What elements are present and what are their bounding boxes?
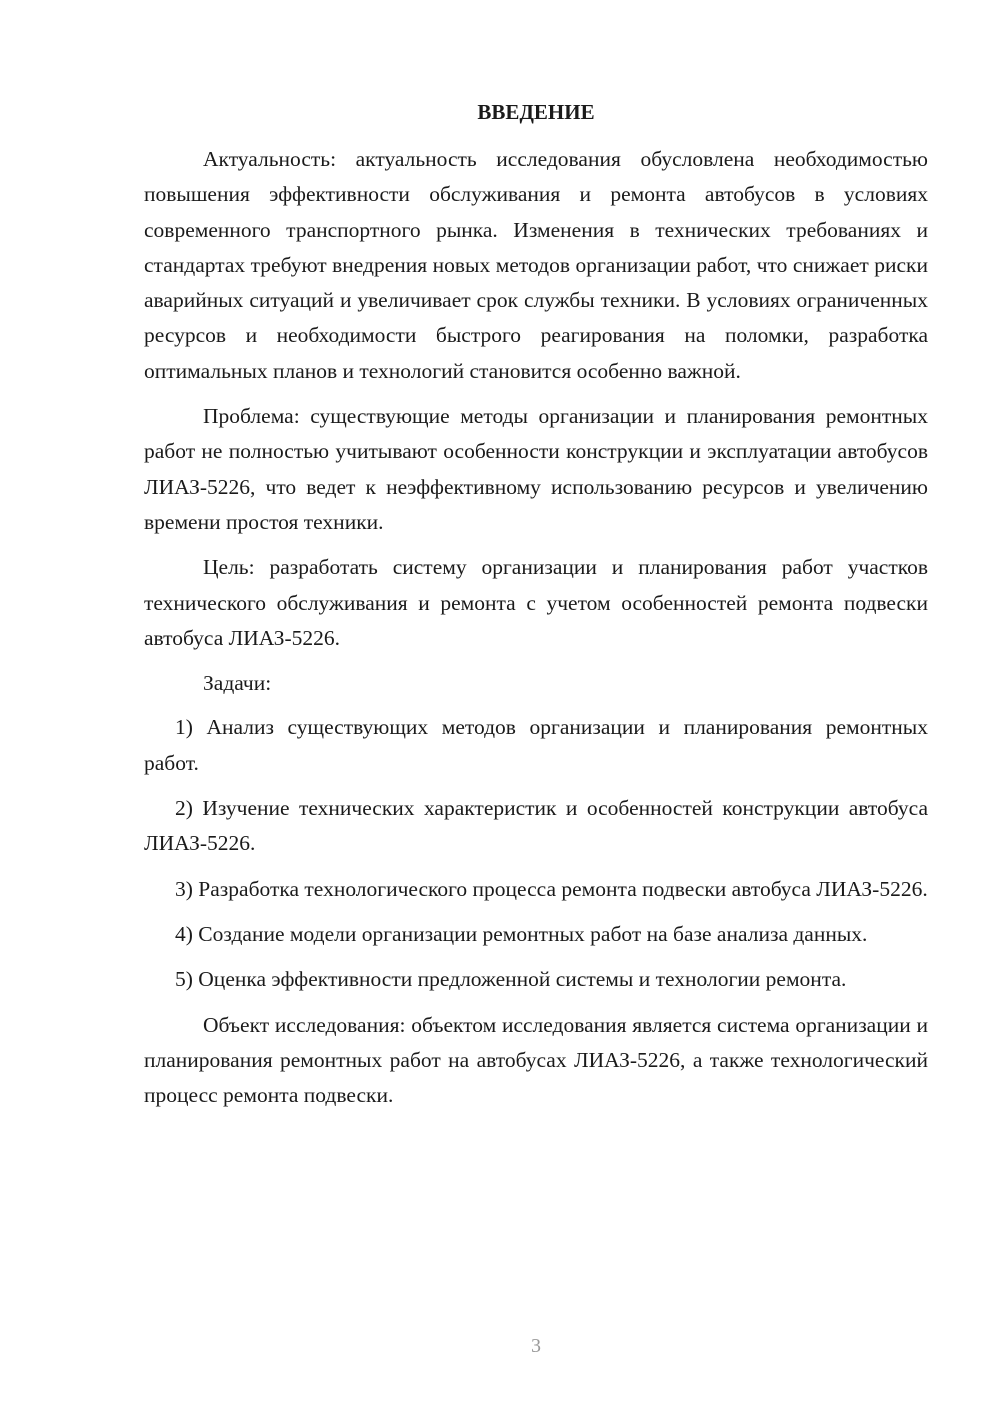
task-item-1: 1) Анализ существующих методов организации и планирования ремонтных работ. [144, 715, 928, 775]
paragraph-problem: Проблема: существующие методы организации и планирования ремонтных работ не полностью учитывают особенности конструкции и эксплуатации автобусов ЛИАЗ-5226, что ведет к неэффективному использованию ресурсов и увеличению времени простоя техники. [144, 404, 928, 534]
tasks-heading: Задачи: [203, 671, 272, 696]
task-item-2: 2) Изучение технических характеристик и особенностей конструкции автобуса ЛИАЗ-5226. [144, 796, 928, 856]
page-title: ВВЕДЕНИЕ [477, 100, 595, 124]
page-number: 3 [531, 1335, 541, 1357]
task-item-4: 4) Создание модели организации ремонтных работ на базе анализа данных. [175, 921, 868, 946]
task-item-3: 3) Разработка технологического процесса ремонта подвески автобуса ЛИАЗ-5226. [175, 876, 928, 901]
paragraph-goal: Цель: разработать систему организации и планирования работ участков технического обслуживания и ремонта с учетом особенностей ремонта подвески автобуса ЛИАЗ-5226. [144, 555, 928, 650]
task-item-5: 5) Оценка эффективности предложенной системы и технологии ремонта. [175, 967, 847, 992]
document-body [144, 142, 928, 1123]
paragraph-relevance: Актуальность: актуальность исследования обусловлена необходимостью повышения эффективности обслуживания и ремонта автобусов в условиях современного транспортного рынка. Изменения в технических требованиях и стандартах требуют внедрения новых методов организации работ, что снижает риски аварийных ситуаций и увеличивает срок службы техники. В условиях ограниченных ресурсов и необходимости быстрого реагирования на поломки, разработка оптимальных планов и технологий становится особенно важной. [144, 147, 928, 383]
paragraph-object: Объект исследования: объектом исследования является система организации и планирования ремонтных работ на автобусах ЛИАЗ-5226, а также технологический процесс ремонта подвески. [144, 1012, 928, 1108]
